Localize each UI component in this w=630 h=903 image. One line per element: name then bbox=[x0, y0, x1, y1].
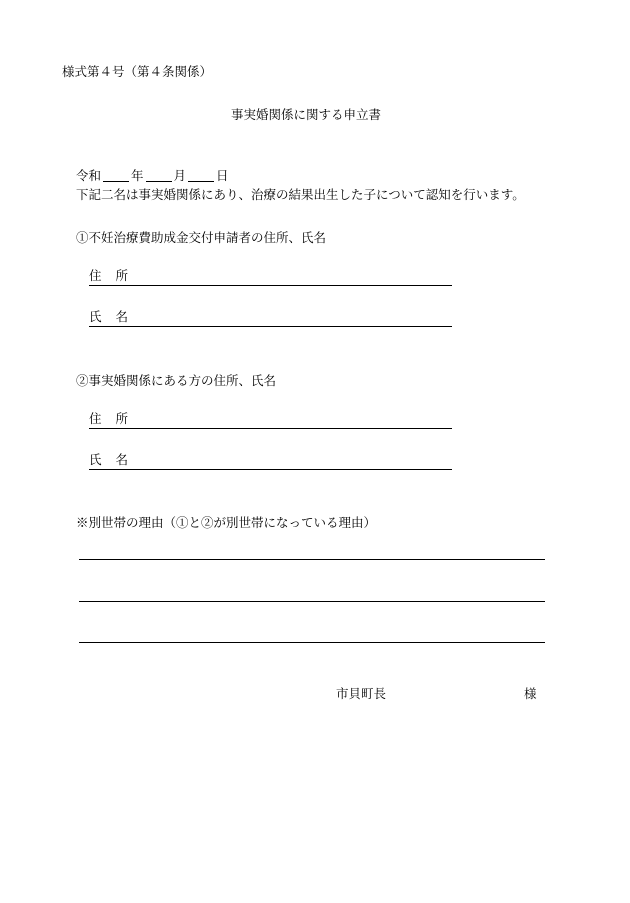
month-blank[interactable] bbox=[146, 169, 172, 182]
year-blank[interactable] bbox=[103, 169, 129, 182]
form-number: 様式第４号（第４条関係） bbox=[62, 64, 213, 79]
reason-line-1[interactable] bbox=[79, 559, 545, 560]
applicant-address-field[interactable] bbox=[89, 270, 452, 286]
partner-address-label: 住所 bbox=[89, 411, 143, 426]
month-label: 月 bbox=[173, 167, 187, 183]
partner-name-label: 氏名 bbox=[89, 452, 143, 467]
partner-address-field[interactable] bbox=[89, 413, 452, 429]
reason-line-3[interactable] bbox=[79, 642, 545, 643]
statement-text: 下記二名は事実婚関係にあり、治療の結果出生した子について認知を行います。 bbox=[76, 187, 525, 202]
day-blank[interactable] bbox=[188, 169, 214, 182]
reason-line-2[interactable] bbox=[79, 601, 545, 602]
applicant-name-field[interactable] bbox=[89, 311, 452, 327]
addressee: 市貝町長 bbox=[336, 686, 387, 701]
partner-name-field[interactable] bbox=[89, 454, 452, 470]
date-line bbox=[76, 169, 229, 182]
day-label: 日 bbox=[216, 167, 229, 183]
era-label: 令和 bbox=[76, 167, 102, 183]
honorific: 様 bbox=[524, 686, 537, 701]
year-label: 年 bbox=[131, 167, 144, 183]
applicant-name-label: 氏名 bbox=[89, 309, 143, 324]
applicant-section-heading: ①不妊治療費助成金交付申請者の住所、氏名 bbox=[76, 230, 327, 245]
document-title: 事実婚関係に関する申立書 bbox=[231, 107, 382, 122]
partner-section-heading: ②事実婚関係にある方の住所、氏名 bbox=[76, 373, 277, 388]
reason-section-heading: ※別世帯の理由（①と②が別世帯になっている理由） bbox=[76, 515, 377, 530]
applicant-address-label: 住所 bbox=[89, 268, 143, 283]
